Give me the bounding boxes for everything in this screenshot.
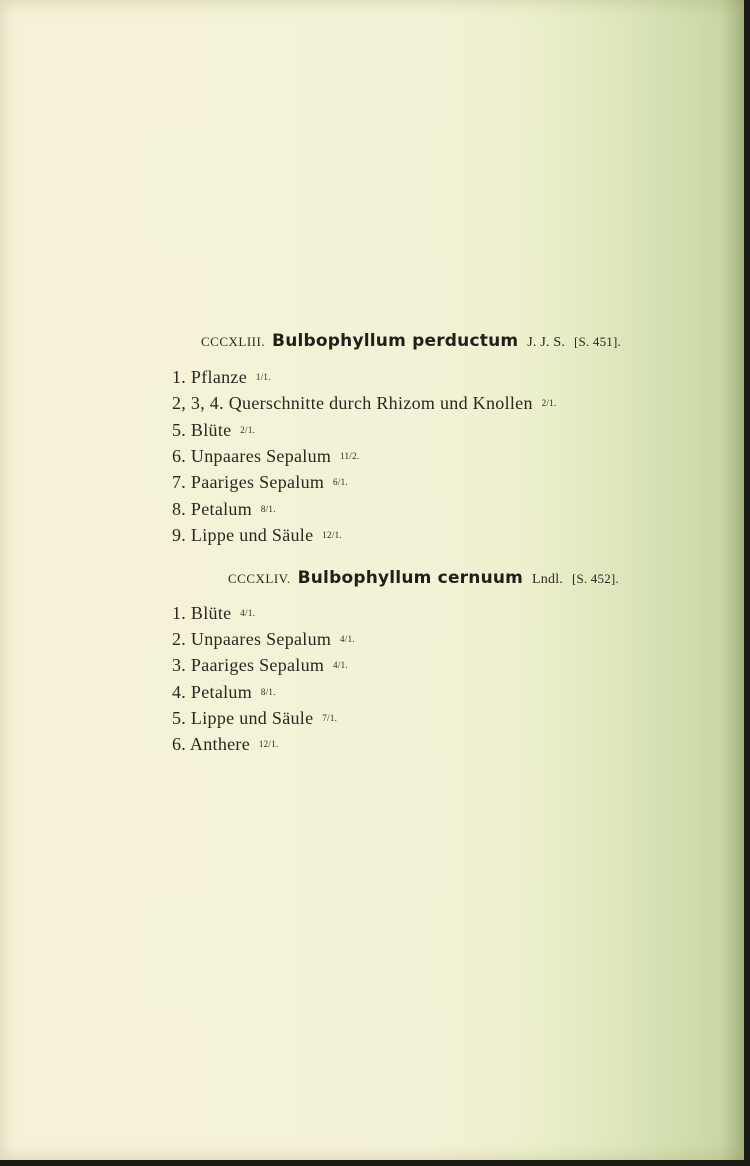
list-item (172, 682, 276, 703)
list-item (172, 420, 255, 441)
item-text: Unpaares Sepalum (190, 629, 332, 649)
item-number: 9. (172, 525, 187, 545)
scale-fraction: 4/1. (333, 660, 348, 670)
item-text: Blüte (190, 420, 232, 440)
plate-heading-cccxliii (201, 331, 621, 351)
list-item (172, 472, 348, 493)
item-number: 5. (172, 420, 187, 440)
list-item (172, 708, 337, 729)
item-number: 2. (172, 629, 187, 649)
page-reference: [S. 451]. (574, 334, 621, 349)
list-item (172, 655, 348, 676)
item-text: Petalum (190, 682, 253, 702)
page-reference: [S. 452]. (571, 571, 619, 586)
item-number: 6. (172, 446, 187, 466)
scale-fraction: 4/1. (340, 634, 355, 644)
scale-fraction: 6/1. (333, 477, 348, 487)
list-item (172, 734, 279, 755)
item-number: 2, 3, 4. (172, 393, 224, 413)
species-name: Bulbophyllum perductum (272, 331, 519, 351)
item-text: Lippe und Säule (190, 708, 314, 728)
item-text: Anthere (189, 734, 250, 754)
list-item (172, 499, 276, 520)
item-text: Pflanze (190, 367, 247, 387)
item-text: Unpaares Sepalum (190, 446, 332, 466)
plate-numeral: CCCXLIII. (201, 334, 266, 349)
item-number: 1. (172, 603, 187, 623)
scale-fraction: 4/1. (240, 608, 256, 618)
item-text: Querschnitte durch Rhizom und Knollen (228, 393, 533, 413)
list-item (172, 367, 271, 388)
item-text: Blüte (190, 603, 232, 623)
item-number: 4. (172, 682, 187, 702)
item-text: Lippe und Säule (190, 525, 314, 545)
plate-heading-cccxliv (228, 568, 619, 588)
item-number: 8. (172, 499, 187, 519)
item-number: 1. (172, 367, 187, 387)
species-author: J. J. S. (527, 335, 566, 350)
item-number: 6. (172, 734, 187, 754)
scale-fraction: 11/2. (340, 451, 360, 461)
scale-fraction: 12/1. (322, 530, 342, 540)
item-number: 7. (172, 472, 187, 492)
item-text: Paariges Sepalum (190, 472, 325, 492)
scale-fraction: 12/1. (258, 739, 279, 749)
scale-fraction: 8/1. (260, 504, 276, 514)
list-item (172, 393, 557, 414)
list-item (172, 603, 255, 624)
list-item (172, 446, 359, 467)
species-name: Bulbophyllum cernuum (297, 568, 524, 588)
scale-fraction: 7/1. (322, 713, 338, 723)
item-text: Petalum (190, 499, 253, 519)
list-item (172, 525, 342, 546)
scale-fraction: 2/1. (541, 398, 557, 408)
list-item (172, 629, 355, 650)
item-number: 3. (172, 655, 187, 675)
scale-fraction: 8/1. (260, 687, 276, 697)
scale-fraction: 2/1. (240, 425, 256, 435)
scale-fraction: 1/1. (255, 372, 271, 382)
item-number: 5. (172, 708, 187, 728)
species-author: Lndl. (532, 572, 563, 587)
plate-numeral: CCCXLIV. (228, 571, 291, 586)
item-text: Paariges Sepalum (190, 655, 325, 675)
